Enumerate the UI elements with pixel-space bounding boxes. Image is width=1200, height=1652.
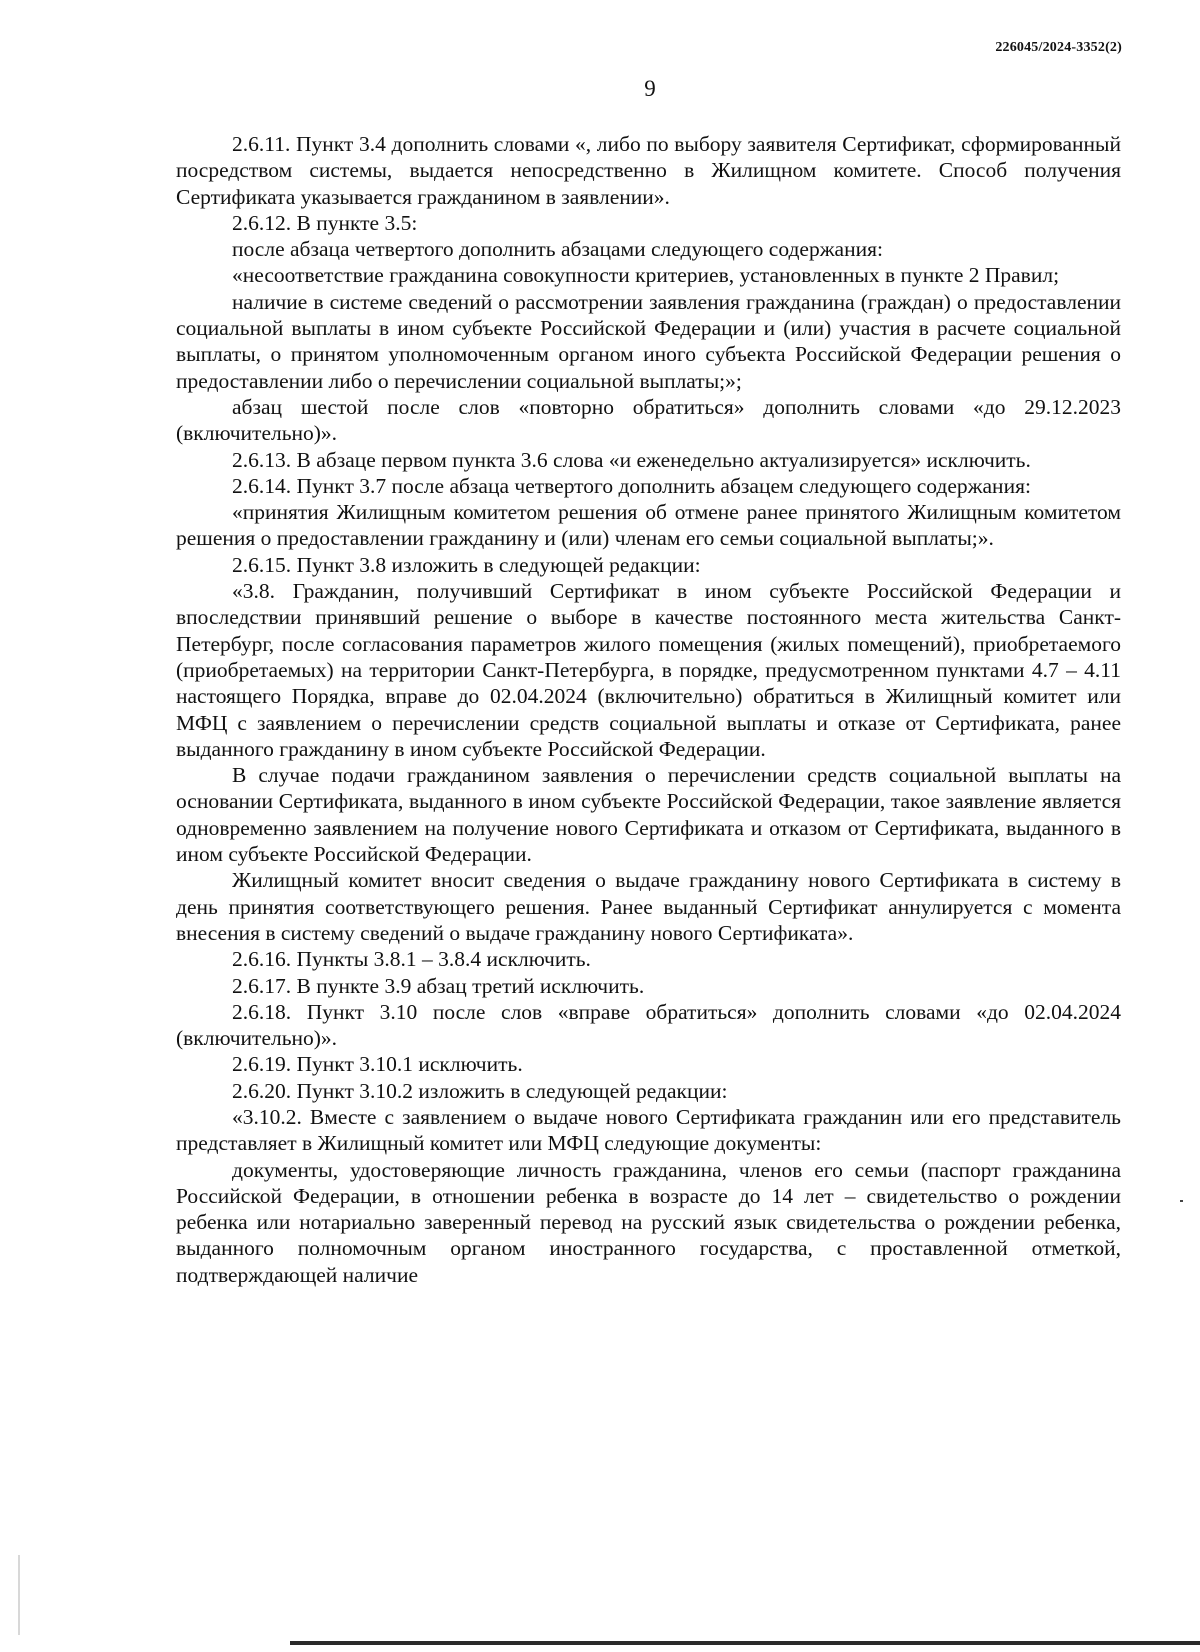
- paragraph: Жилищный комитет вносит сведения о выдаче гражданину нового Сертификата в систему в день принятия соответствующего решения. Ранее выданный Сертификат аннулируется с момента внесения в систему сведений о выдаче гражданину нового Сертификата».: [176, 868, 1121, 945]
- scan-edge-mark: [18, 1555, 20, 1635]
- paragraph: В случае подачи гражданином заявления о перечислении средств социальной выплаты на основании Сертификата, выданного в ином субъекте Российской Федерации, такое заявление является одновременно заявлением на получение нового Сертификата и отказом от Сертификата, выданного в ином субъекте Российской Федерации.: [176, 763, 1121, 867]
- paragraph: 2.6.15. Пункт 3.8 изложить в следующей редакции:: [232, 552, 701, 577]
- paragraph: 2.6.11. Пункт 3.4 дополнить словами «, либо по выбору заявителя Сертификат, сформированный посредством системы, выдается непосредственно в Жилищном комитете. Способ получения Сертификата указывается гражданином в заявлении».: [176, 132, 1121, 209]
- paragraph: 2.6.19. Пункт 3.10.1 исключить.: [232, 1052, 523, 1077]
- paragraph: 2.6.16. Пункты 3.8.1 – 3.8.4 исключить.: [232, 947, 591, 972]
- paragraph: «принятия Жилищным комитетом решения об отмене ранее принятого Жилищным комитетом решения о предоставлении гражданину и (или) членам его семьи социальной выплаты;».: [176, 500, 1121, 551]
- scan-bottom-edge: [290, 1641, 1200, 1645]
- paragraph: 2.6.18. Пункт 3.10 после слов «вправе обратиться» дополнить словами «до 02.04.2024 (включительно)».: [176, 999, 1121, 1051]
- paragraph: документы, удостоверяющие личность гражданина, членов его семьи (паспорт гражданина Российской Федерации, в отношении ребенка в возрасте до 14 лет – свидетельство о рождении ребенка или нотариально заверенный перевод на русский язык свидетельства о рождении ребенка, выданного полномочным органом иностранного государства, с проставленной отметкой, подтверждающей наличие: [176, 1157, 1121, 1287]
- paragraph: 2.6.17. В пункте 3.9 абзац третий исключить.: [232, 973, 645, 998]
- paragraph: абзац шестой после слов «повторно обратиться» дополнить словами «до 29.12.2023 (включительно)».: [176, 394, 1121, 446]
- paragraph: «3.10.2. Вместе с заявлением о выдаче нового Сертификата гражданин или его представитель представляет в Жилищный комитет или МФЦ следующие документы:: [176, 1104, 1121, 1156]
- paragraph: 2.6.20. Пункт 3.10.2 изложить в следующей редакции:: [232, 1078, 728, 1103]
- paragraph: 2.6.12. В пункте 3.5:: [232, 210, 418, 235]
- paragraph: после абзаца четвертого дополнить абзацами следующего содержания:: [232, 237, 883, 262]
- document-body: [176, 131, 1121, 1288]
- paragraph: наличие в системе сведений о рассмотрении заявления гражданина (граждан) о предоставлении социальной выплаты в ином субъекте Российской Федерации и (или) участия в расчете социальной выплаты, о принятом уполномоченным органом иного субъекта Российской Федерации решения о предоставлении либо о перечислении социальной выплаты;»;: [176, 289, 1121, 393]
- paragraph: 2.6.13. В абзаце первом пункта 3.6 слова «и еженедельно актуализируется» исключить.: [232, 447, 1031, 472]
- page-number: 9: [644, 76, 656, 101]
- document-number: 226045/2024-3352(2): [995, 40, 1122, 55]
- paragraph: «3.8. Гражданин, получивший Сертификат в ином субъекте Российской Федерации и впоследствии принявший решение о выборе в качестве постоянного места жительства Санкт-Петербург, после согласования параметров жилого помещения (жилых помещений), приобретаемого (приобретаемых) на территории Санкт-Петербурга, в порядке, предусмотренном пунктами 4.7 – 4.11 настоящего Порядка, вправе до 02.04.2024 (включительно) обратиться в Жилищный комитет или МФЦ с заявлением о перечислении средств социальной выплаты и отказе от Сертификата, ранее выданного гражданину в ином субъекте Российской Федерации.: [176, 579, 1121, 761]
- scan-speck: [1180, 1200, 1183, 1202]
- paragraph: 2.6.14. Пункт 3.7 после абзаца четвертого дополнить абзацем следующего содержания:: [232, 473, 1031, 498]
- paragraph: «несоответствие гражданина совокупности критериев, установленных в пункте 2 Правил;: [232, 263, 1060, 288]
